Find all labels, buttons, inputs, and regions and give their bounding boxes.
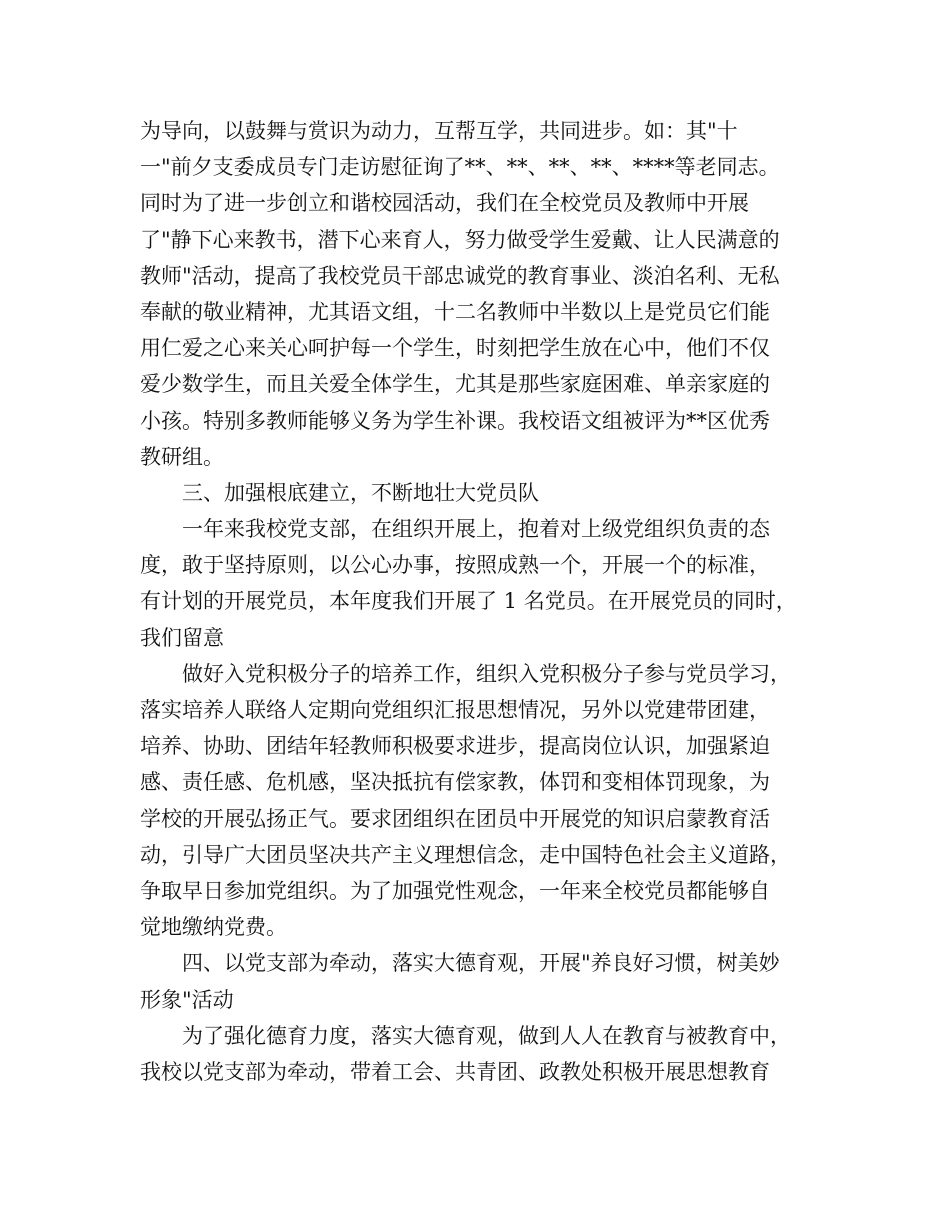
text-line: 度，敢于坚持原则，以公心办事，按照成熟一个，开展一个的标准， bbox=[140, 553, 770, 578]
text-line: 一"前夕支委成员专门走访慰征询了**、**、**、**、****等老同志。 bbox=[140, 155, 780, 180]
text-line: 爱少数学生，而且关爱全体学生，尤其是那些家庭困难、单亲家庭的 bbox=[140, 372, 770, 397]
text-line: 为了强化德育力度，落实大德育观，做到人人在教育与被教育中， bbox=[182, 1023, 791, 1048]
text-line: 觉地缴纳党费。 bbox=[140, 915, 287, 940]
text-line: 同时为了进一步创立和谐校园活动，我们在全校党员及教师中开展 bbox=[140, 191, 749, 216]
text-line: 感、责任感、危机感，坚决抵抗有偿家教，体罚和变相体罚现象，为 bbox=[140, 770, 770, 795]
section-heading: 三、加强根底建立，不断地壮大党员队 bbox=[182, 480, 539, 505]
text-line: 动，引导广大团员坚决共产主义理想信念，走中国特色社会主义道路， bbox=[140, 842, 791, 867]
text-line: 培养、协助、团结年轻教师积极要求进步，提高岗位认识，加强紧迫 bbox=[140, 734, 770, 759]
text-line: 做好入党积极分子的培养工作，组织入党积极分子参与党员学习， bbox=[182, 661, 791, 686]
document-body bbox=[140, 113, 828, 1090]
text-line: 有计划的开展党员，本年度我们开展了 1 名党员。在开展党员的同时， bbox=[140, 589, 797, 614]
text-line: 用仁爱之心来关心呵护每一个学生，时刻把学生放在心中，他们不仅 bbox=[140, 336, 770, 361]
text-line: 争取早日参加党组织。为了加强党性观念，一年来全校党员都能够自 bbox=[140, 878, 770, 903]
text-line: 落实培养人联络人定期向党组织汇报思想情况，另外以党建带团建， bbox=[140, 698, 770, 722]
text-line: 奉献的敬业精神，尤其语文组，十二名教师中半数以上是党员它们能 bbox=[140, 299, 770, 324]
text-line: 教师"活动，提高了我校党员干部忠诚党的教育事业、淡泊名利、无私 bbox=[140, 263, 780, 288]
text-line: 学校的开展弘扬正气。要求团组织在团员中开展党的知识启蒙教育活 bbox=[140, 806, 770, 831]
text-line: 小孩。特别多教师能够义务为学生补课。我校语文组被评为**区优秀 bbox=[140, 408, 770, 433]
section-heading-continued: 形象"活动 bbox=[140, 987, 234, 1012]
text-line: 我们留意 bbox=[140, 625, 224, 650]
text-line: 为导向，以鼓舞与赏识为动力，互帮互学，共同进步。如：其"十 bbox=[140, 119, 738, 143]
text-line: 一年来我校党支部，在组织开展上，抱着对上级党组织负责的态 bbox=[182, 517, 770, 542]
text-line: 教研组。 bbox=[140, 444, 224, 469]
text-line: 了"静下心来教书，潜下心来育人，努力做受学生爱戴、让人民满意的 bbox=[140, 227, 780, 252]
section-heading: 四、以党支部为牵动，落实大德育观，开展"养良好习惯，树美妙 bbox=[182, 951, 780, 976]
text-line: 我校以党支部为牵动，带着工会、共青团、政教处积极开展思想教育 bbox=[140, 1059, 770, 1084]
